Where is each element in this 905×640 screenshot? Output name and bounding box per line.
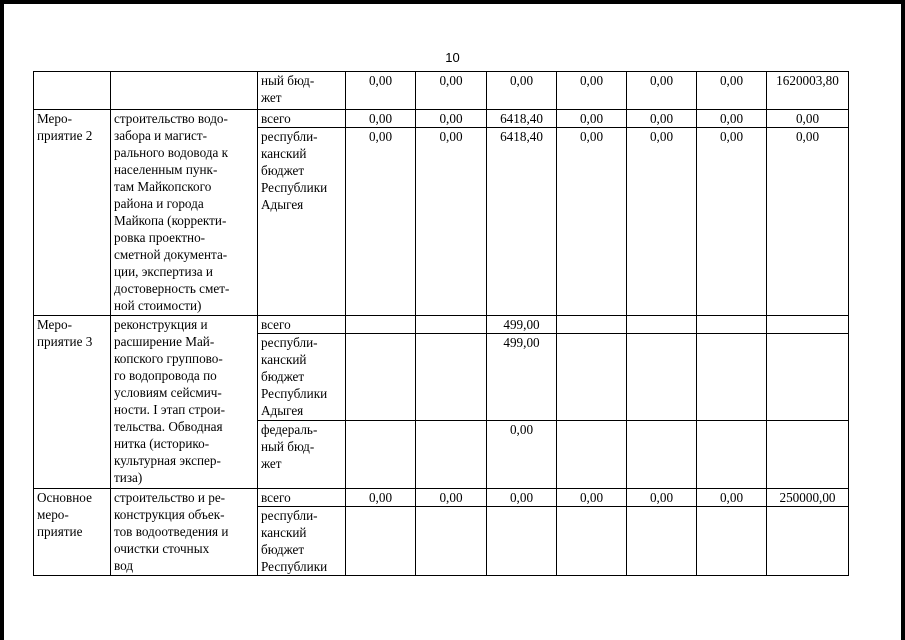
value-cell: 0,00 xyxy=(557,110,627,128)
value-cell: 0,00 xyxy=(697,72,767,110)
source-cell: всего xyxy=(258,489,346,507)
value-cell xyxy=(697,316,767,334)
value-cell xyxy=(416,421,487,489)
table-row xyxy=(34,72,849,110)
value-cell xyxy=(416,507,487,576)
value-cell: 1620003,80 xyxy=(767,72,849,110)
value-cell: 0,00 xyxy=(557,489,627,507)
value-cell: 0,00 xyxy=(487,489,557,507)
value-cell xyxy=(627,421,697,489)
source-cell: федераль- ный бюд- жет xyxy=(258,421,346,489)
value-cell: 0,00 xyxy=(627,72,697,110)
source-cell: республи- канский бюджет Республики xyxy=(258,507,346,576)
description-cell: строительство и ре- конструкция объек- тов водоотведения и очистки сточных вод xyxy=(111,489,258,576)
value-cell: 0,00 xyxy=(697,110,767,128)
value-cell: 0,00 xyxy=(627,110,697,128)
source-cell: всего xyxy=(258,110,346,128)
value-cell xyxy=(697,421,767,489)
value-cell: 0,00 xyxy=(697,489,767,507)
value-cell: 0,00 xyxy=(557,72,627,110)
value-cell xyxy=(627,334,697,421)
value-cell xyxy=(767,316,849,334)
value-cell xyxy=(346,316,416,334)
table-row xyxy=(34,110,849,128)
description-cell xyxy=(111,72,258,110)
value-cell xyxy=(416,316,487,334)
value-cell: 6418,40 xyxy=(487,128,557,316)
value-cell xyxy=(697,507,767,576)
source-cell: республи- канский бюджет Республики Адыгея xyxy=(258,334,346,421)
description-cell: реконструкция и расширение Май- копского группово- го водопровода по условиям сейсмич- ности. I этап строи- тельства. Обводная нитка (историко- культурная экспер- тиза) xyxy=(111,316,258,489)
value-cell: 0,00 xyxy=(557,128,627,316)
value-cell: 0,00 xyxy=(346,128,416,316)
value-cell xyxy=(346,507,416,576)
measure-cell: Меро- приятие 3 xyxy=(34,316,111,489)
source-cell: ный бюд- жет xyxy=(258,72,346,110)
value-cell: 0,00 xyxy=(697,128,767,316)
value-cell xyxy=(346,421,416,489)
value-cell xyxy=(487,507,557,576)
value-cell xyxy=(767,334,849,421)
value-cell xyxy=(557,316,627,334)
value-cell: 0,00 xyxy=(416,110,487,128)
value-cell: 0,00 xyxy=(627,489,697,507)
source-cell: всего xyxy=(258,316,346,334)
value-cell: 0,00 xyxy=(346,489,416,507)
source-cell: республи- канский бюджет Республики Адыгея xyxy=(258,128,346,316)
value-cell xyxy=(557,421,627,489)
value-cell xyxy=(346,334,416,421)
value-cell xyxy=(557,507,627,576)
value-cell xyxy=(697,334,767,421)
value-cell xyxy=(627,507,697,576)
value-cell: 0,00 xyxy=(767,110,849,128)
measure-cell: Меро- приятие 2 xyxy=(34,110,111,316)
value-cell: 0,00 xyxy=(416,128,487,316)
value-cell xyxy=(767,421,849,489)
value-cell: 499,00 xyxy=(487,334,557,421)
value-cell: 0,00 xyxy=(346,110,416,128)
value-cell: 0,00 xyxy=(416,72,487,110)
value-cell: 6418,40 xyxy=(487,110,557,128)
value-cell: 499,00 xyxy=(487,316,557,334)
value-cell xyxy=(627,316,697,334)
budget-table xyxy=(33,71,849,576)
value-cell: 0,00 xyxy=(416,489,487,507)
value-cell: 0,00 xyxy=(346,72,416,110)
value-cell xyxy=(416,334,487,421)
measure-cell: Основное меро- приятие xyxy=(34,489,111,576)
value-cell: 0,00 xyxy=(767,128,849,316)
table-row xyxy=(34,316,849,334)
value-cell: 0,00 xyxy=(487,421,557,489)
description-cell: строительство водо- забора и магист- рального водовода к населенным пунк- там Майкопского района и города Майкопа (корректи- ровка проектно- сметной документа- ции, экспертиза и достоверность смет- ной стоимости) xyxy=(111,110,258,316)
value-cell xyxy=(557,334,627,421)
table-row xyxy=(34,489,849,507)
page-number: 10 xyxy=(445,50,460,65)
value-cell: 0,00 xyxy=(627,128,697,316)
value-cell xyxy=(767,507,849,576)
value-cell: 0,00 xyxy=(487,72,557,110)
measure-cell xyxy=(34,72,111,110)
value-cell: 250000,00 xyxy=(767,489,849,507)
